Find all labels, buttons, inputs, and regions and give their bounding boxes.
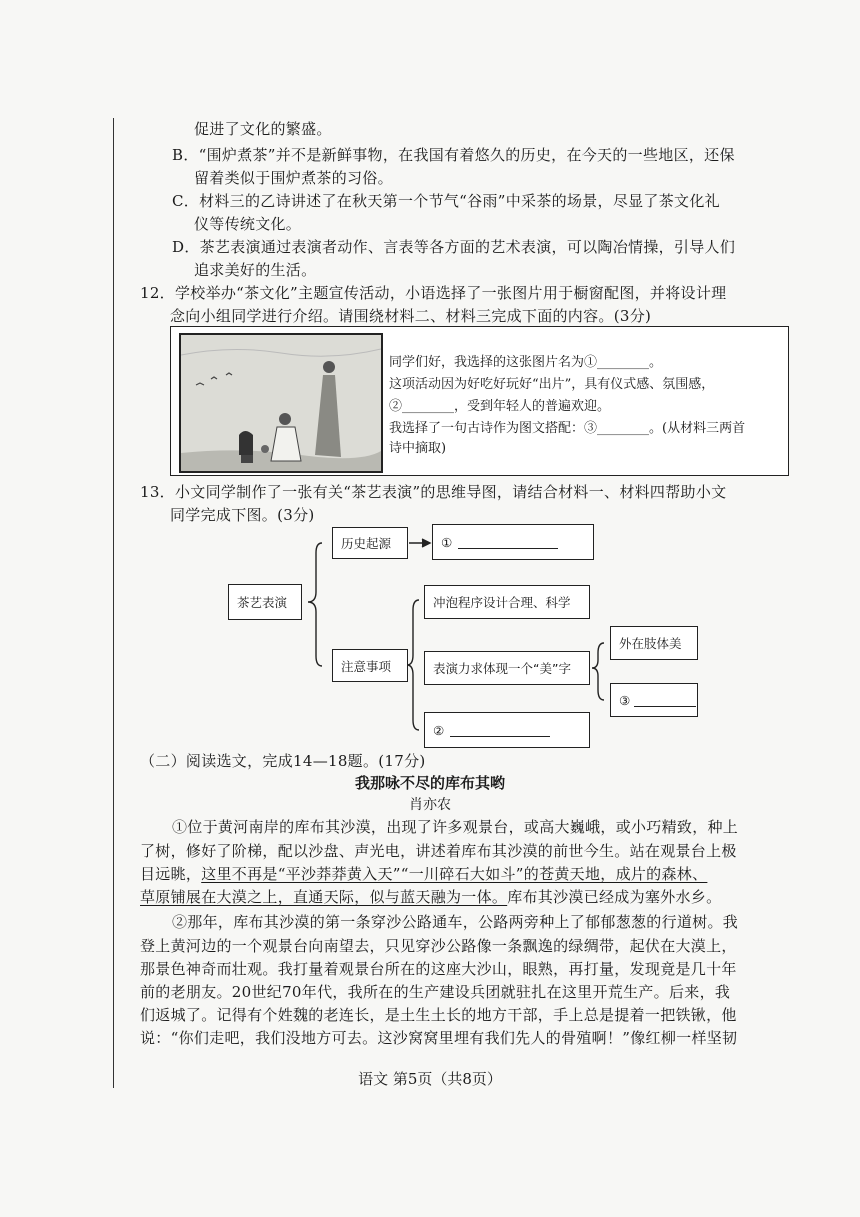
q12-stem: 12．学校举办“茶文化”主题宣传活动，小语选择了一张图片用于橱窗配图，并将设计理 xyxy=(140,284,727,302)
q12-stem-cont: 念向小组同学进行介绍。请围绕材料二、材料三完成下面的内容。(3分) xyxy=(170,307,652,325)
mind-map-history-node xyxy=(332,527,408,559)
essay-p1-line3 xyxy=(140,863,707,885)
history-node-label: 历史起源 xyxy=(341,536,392,551)
note-1-label: 冲泡程序设计合理、科学 xyxy=(433,595,571,610)
essay-p1-line4 xyxy=(140,886,721,908)
mind-map-root xyxy=(228,584,302,620)
q11-option-a-tail: 促进了文化的繁盛。 xyxy=(194,120,332,138)
mind-map-notes-node xyxy=(332,649,408,682)
essay-p1-line2: 了树，修好了阶梯，配以沙盘、声光电，讲述着库布其沙漠的前世今生。站在观景台上极 xyxy=(140,842,737,860)
page-footer: 语文 第5页（共8页） xyxy=(358,1070,502,1088)
q12-box-line4: 我选择了一句古诗作为图文搭配：③________。(从材料三两首 xyxy=(389,421,746,436)
essay-author: 肖亦农 xyxy=(409,797,451,813)
note-2-label: 表演力求体现一个“美”字 xyxy=(433,661,571,676)
blank-3-marker: ③ xyxy=(619,692,631,708)
q12-box-line3: ②________，受到年轻人的普遍欢迎。 xyxy=(389,399,611,414)
q13-stem: 13．小文同学制作了一张有关“茶艺表演”的思维导图，请结合材料一、材料四帮助小文 xyxy=(140,483,727,501)
mind-map-blank-1[interactable] xyxy=(432,524,594,560)
essay-p2-line2: 登上黄河边的一个观景台向南望去，只见穿沙公路像一条飘逸的绿绸带，起伏在大漠上， xyxy=(140,937,737,955)
q11-option-d-cont: 追求美好的生活。 xyxy=(194,261,317,279)
essay-p2-line6: 说：“你们走吧，我们没地方可去。这沙窝窝里埋有我们先人的骨殖啊！”像红柳一样坚韧 xyxy=(140,1029,738,1047)
q13-stem-cont: 同学完成下图。(3分) xyxy=(170,506,315,524)
section-2-heading: （二）阅读选文，完成14—18题。(17分) xyxy=(140,752,426,770)
essay-p1-line3-plain: 目远眺， xyxy=(140,865,202,883)
blank-3-line xyxy=(634,694,696,707)
q11-option-b-cont: 留着类似于围炉煮茶的习俗。 xyxy=(194,169,393,187)
essay-p2-line3: 那景色神奇而壮观。我打量着观景台所在的这座大沙山，眼熟，再打量，发现竟是几十年 xyxy=(140,960,737,978)
q12-box-line1: 同学们好，我选择的这张图片名为①________。 xyxy=(389,355,663,370)
essay-p1-line1: ①位于黄河南岸的库布其沙漠，出现了许多观景台，或高大巍峨，或小巧精致，种上 xyxy=(172,818,739,836)
essay-underlined-sentence-cont: 草原铺展在大漠之上，直通天际，似与蓝天融为一体。 xyxy=(140,888,508,906)
essay-p2-line5: 们返城了。记得有个姓魏的老连长，是土生土长的地方干部，手上总是提着一把铁锹，他 xyxy=(140,1006,737,1024)
q11-option-d: D．茶艺表演通过表演者动作、言表等各方面的艺术表演，可以陶冶情操，引导人们 xyxy=(172,238,736,256)
essay-p1-line4-plain: 库布其沙漠已经成为塞外水乡。 xyxy=(507,888,722,906)
notes-node-label: 注意事项 xyxy=(341,658,392,674)
q11-option-b: B．“围炉煮茶”并不是新鲜事物，在我国有着悠久的历史，在今天的一些地区，还保 xyxy=(172,146,735,164)
q11-option-c: C．材料三的乙诗讲述了在秋天第一个节气“谷雨”中采茶的场景，尽显了茶文化礼 xyxy=(172,192,720,210)
mind-map-note-2a xyxy=(610,626,698,660)
mind-map-note-2 xyxy=(424,651,590,685)
q12-box-line5: 诗中摘取) xyxy=(389,441,447,456)
blank-1-marker: ① xyxy=(441,534,453,550)
essay-p2-line4: 前的老朋友。20世纪70年代，我所在的生产建设兵团就驻扎在这里开荒生产。后来，我 xyxy=(140,983,731,1001)
mind-map-blank-3[interactable] xyxy=(610,683,698,717)
blank-2-marker: ② xyxy=(433,722,445,738)
note-2a-label: 外在肢体美 xyxy=(619,636,682,651)
mind-map-note-1 xyxy=(424,585,590,619)
essay-underlined-sentence: 这里不再是“平沙莽莽黄入天”“一川碎石大如斗”的苍黄天地，成片的森林、 xyxy=(201,865,708,883)
q11-option-c-cont: 仪等传统文化。 xyxy=(194,215,302,233)
essay-p2-line1: ②那年，库布其沙漠的第一条穿沙公路通车，公路两旁种上了郁郁葱葱的行道树。我 xyxy=(172,913,739,931)
q12-box-line2: 这项活动因为好吃好玩好“出片”，具有仪式感、氛围感， xyxy=(389,377,715,392)
mind-map-blank-2[interactable] xyxy=(424,712,590,748)
essay-title: 我那咏不尽的库布其哟 xyxy=(354,774,505,792)
mind-map-root-label: 茶艺表演 xyxy=(237,595,288,610)
blank-1-line xyxy=(458,536,558,549)
blank-2-line xyxy=(450,724,550,737)
